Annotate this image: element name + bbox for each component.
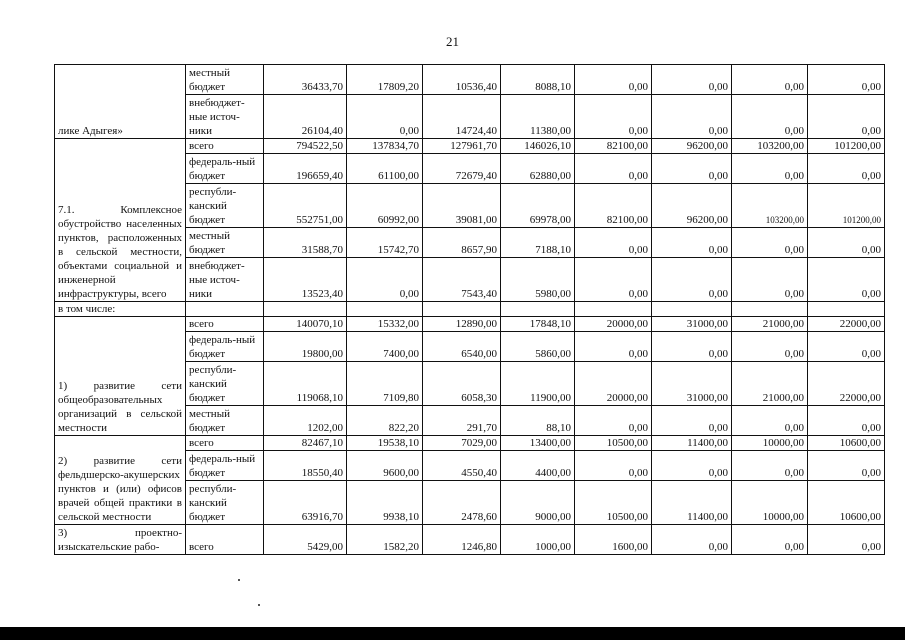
amount-cell <box>423 302 501 317</box>
amount-cell: 13523,40 <box>264 258 347 302</box>
amount-cell: 0,00 <box>808 332 885 362</box>
funding-source: всего <box>186 139 264 154</box>
amount-cell: 20000,00 <box>575 362 652 406</box>
amount-cell: 7029,00 <box>423 436 501 451</box>
amount-cell: 31000,00 <box>652 362 732 406</box>
amount-cell: 0,00 <box>732 451 808 481</box>
amount-cell: 552751,00 <box>264 184 347 228</box>
scan-speck <box>258 604 260 606</box>
amount-cell: 0,00 <box>347 95 423 139</box>
amount-cell: 10000,00 <box>732 481 808 525</box>
amount-cell: 19538,10 <box>347 436 423 451</box>
funding-source: республи-канский бюджет <box>186 362 264 406</box>
amount-cell: 0,00 <box>652 95 732 139</box>
funding-source: всего <box>186 317 264 332</box>
amount-cell: 127961,70 <box>423 139 501 154</box>
amount-cell: 0,00 <box>732 154 808 184</box>
amount-cell: 7543,40 <box>423 258 501 302</box>
amount-cell: 0,00 <box>575 258 652 302</box>
amount-cell: 8657,90 <box>423 228 501 258</box>
amount-cell: 103200,00 <box>732 139 808 154</box>
amount-cell: 21000,00 <box>732 362 808 406</box>
amount-cell: 82467,10 <box>264 436 347 451</box>
amount-cell: 7188,10 <box>501 228 575 258</box>
amount-cell: 291,70 <box>423 406 501 436</box>
amount-cell: 11400,00 <box>652 481 732 525</box>
amount-cell: 9938,10 <box>347 481 423 525</box>
amount-cell: 0,00 <box>575 332 652 362</box>
amount-cell: 61100,00 <box>347 154 423 184</box>
amount-cell: 10600,00 <box>808 436 885 451</box>
amount-cell: 4400,00 <box>501 451 575 481</box>
funding-source: местный бюджет <box>186 228 264 258</box>
budget-table <box>54 64 885 555</box>
amount-cell: 11900,00 <box>501 362 575 406</box>
item-description: 7.1. Комплексное обустройство населенных пунктов, расположенных в сельской местности, объектами социальной и инженерной инфраструктуры, всего <box>55 139 186 302</box>
amount-cell: 82100,00 <box>575 184 652 228</box>
amount-cell: 22000,00 <box>808 362 885 406</box>
amount-cell: 0,00 <box>575 451 652 481</box>
amount-cell: 8088,10 <box>501 65 575 95</box>
amount-cell <box>264 302 347 317</box>
amount-cell: 0,00 <box>732 332 808 362</box>
amount-cell: 5429,00 <box>264 525 347 555</box>
amount-cell: 22000,00 <box>808 317 885 332</box>
funding-source: республи-канский бюджет <box>186 481 264 525</box>
amount-cell: 0,00 <box>652 332 732 362</box>
amount-cell: 822,20 <box>347 406 423 436</box>
amount-cell: 31000,00 <box>652 317 732 332</box>
funding-source: внебюджет-ные источ-ники <box>186 95 264 139</box>
amount-cell: 4550,40 <box>423 451 501 481</box>
amount-cell: 1000,00 <box>501 525 575 555</box>
amount-cell: 14724,40 <box>423 95 501 139</box>
amount-cell: 17848,10 <box>501 317 575 332</box>
amount-cell: 10500,00 <box>575 481 652 525</box>
funding-source: республи-канский бюджет <box>186 184 264 228</box>
amount-cell: 6058,30 <box>423 362 501 406</box>
amount-cell: 0,00 <box>575 406 652 436</box>
table-row <box>55 65 885 95</box>
funding-source: местный бюджет <box>186 65 264 95</box>
amount-cell: 0,00 <box>808 258 885 302</box>
item-description: 2) развитие сети фельдшерско-акушерских пунктов и (или) офисов врачей общей практики в сельской местности <box>55 436 186 525</box>
amount-cell: 13400,00 <box>501 436 575 451</box>
amount-cell: 0,00 <box>575 95 652 139</box>
amount-cell: 1600,00 <box>575 525 652 555</box>
amount-cell: 60992,00 <box>347 184 423 228</box>
amount-cell: 31588,70 <box>264 228 347 258</box>
amount-cell: 69978,00 <box>501 184 575 228</box>
amount-cell: 0,00 <box>652 228 732 258</box>
amount-cell: 0,00 <box>347 258 423 302</box>
amount-cell: 0,00 <box>732 95 808 139</box>
item-description: 3) проектно-изыскательские рабо- <box>55 525 186 555</box>
funding-source: федераль-ный бюджет <box>186 451 264 481</box>
amount-cell: 5860,00 <box>501 332 575 362</box>
page-number: 21 <box>446 34 459 49</box>
amount-cell: 1246,80 <box>423 525 501 555</box>
funding-source: всего <box>186 436 264 451</box>
amount-cell: 1202,00 <box>264 406 347 436</box>
amount-cell: 794522,50 <box>264 139 347 154</box>
amount-cell <box>575 302 652 317</box>
amount-cell: 0,00 <box>808 228 885 258</box>
amount-cell: 0,00 <box>732 258 808 302</box>
amount-cell: 0,00 <box>652 258 732 302</box>
amount-cell: 0,00 <box>652 451 732 481</box>
amount-cell: 0,00 <box>808 154 885 184</box>
funding-source: федераль-ный бюджет <box>186 154 264 184</box>
amount-cell: 18550,40 <box>264 451 347 481</box>
amount-cell <box>347 302 423 317</box>
amount-cell: 15332,00 <box>347 317 423 332</box>
amount-cell: 62880,00 <box>501 154 575 184</box>
amount-cell: 0,00 <box>732 406 808 436</box>
amount-cell: 0,00 <box>808 406 885 436</box>
amount-cell: 0,00 <box>652 65 732 95</box>
amount-cell: 26104,40 <box>264 95 347 139</box>
amount-cell: 140070,10 <box>264 317 347 332</box>
budget-table-body <box>55 65 885 555</box>
amount-cell: 0,00 <box>575 228 652 258</box>
amount-cell: 2478,60 <box>423 481 501 525</box>
amount-cell: 0,00 <box>808 451 885 481</box>
amount-cell: 0,00 <box>732 228 808 258</box>
amount-cell: 137834,70 <box>347 139 423 154</box>
amount-cell: 96200,00 <box>652 184 732 228</box>
scan-speck <box>238 579 240 581</box>
amount-cell: 10500,00 <box>575 436 652 451</box>
amount-cell <box>501 302 575 317</box>
amount-cell: 82100,00 <box>575 139 652 154</box>
amount-cell: 15742,70 <box>347 228 423 258</box>
table-row <box>55 436 885 451</box>
amount-cell: 5980,00 <box>501 258 575 302</box>
amount-cell: 7109,80 <box>347 362 423 406</box>
amount-cell: 0,00 <box>808 95 885 139</box>
scan-bottom-edge <box>0 627 905 640</box>
table-row <box>55 525 885 555</box>
amount-cell: 0,00 <box>808 525 885 555</box>
amount-cell: 11380,00 <box>501 95 575 139</box>
funding-source: внебюджет-ные источ-ники <box>186 258 264 302</box>
amount-cell: 103200,00 <box>732 184 808 228</box>
amount-cell: 11400,00 <box>652 436 732 451</box>
amount-cell <box>652 302 732 317</box>
amount-cell: 0,00 <box>732 65 808 95</box>
amount-cell: 101200,00 <box>808 184 885 228</box>
item-description: в том числе: <box>55 302 186 317</box>
amount-cell: 0,00 <box>575 154 652 184</box>
item-description: 1) развитие сети общеобразовательных организаций в сельской местности <box>55 317 186 436</box>
amount-cell: 119068,10 <box>264 362 347 406</box>
amount-cell: 9000,00 <box>501 481 575 525</box>
amount-cell: 10600,00 <box>808 481 885 525</box>
amount-cell: 72679,40 <box>423 154 501 184</box>
amount-cell <box>732 302 808 317</box>
amount-cell: 36433,70 <box>264 65 347 95</box>
amount-cell: 7400,00 <box>347 332 423 362</box>
amount-cell: 63916,70 <box>264 481 347 525</box>
funding-source <box>186 302 264 317</box>
table-row <box>55 139 885 154</box>
amount-cell <box>808 302 885 317</box>
amount-cell: 17809,20 <box>347 65 423 95</box>
amount-cell: 88,10 <box>501 406 575 436</box>
amount-cell: 0,00 <box>652 406 732 436</box>
amount-cell: 10536,40 <box>423 65 501 95</box>
amount-cell: 10000,00 <box>732 436 808 451</box>
amount-cell: 39081,00 <box>423 184 501 228</box>
amount-cell: 0,00 <box>652 525 732 555</box>
amount-cell: 12890,00 <box>423 317 501 332</box>
amount-cell: 101200,00 <box>808 139 885 154</box>
funding-source: всего <box>186 525 264 555</box>
table-row <box>55 302 885 317</box>
amount-cell: 6540,00 <box>423 332 501 362</box>
item-description: лике Адыгея» <box>55 65 186 139</box>
amount-cell: 0,00 <box>732 525 808 555</box>
funding-source: местный бюджет <box>186 406 264 436</box>
table-row <box>55 317 885 332</box>
amount-cell: 0,00 <box>808 65 885 95</box>
amount-cell: 0,00 <box>575 65 652 95</box>
amount-cell: 9600,00 <box>347 451 423 481</box>
amount-cell: 96200,00 <box>652 139 732 154</box>
amount-cell: 20000,00 <box>575 317 652 332</box>
amount-cell: 21000,00 <box>732 317 808 332</box>
funding-source: федераль-ный бюджет <box>186 332 264 362</box>
amount-cell: 19800,00 <box>264 332 347 362</box>
amount-cell: 0,00 <box>652 154 732 184</box>
amount-cell: 196659,40 <box>264 154 347 184</box>
amount-cell: 1582,20 <box>347 525 423 555</box>
amount-cell: 146026,10 <box>501 139 575 154</box>
